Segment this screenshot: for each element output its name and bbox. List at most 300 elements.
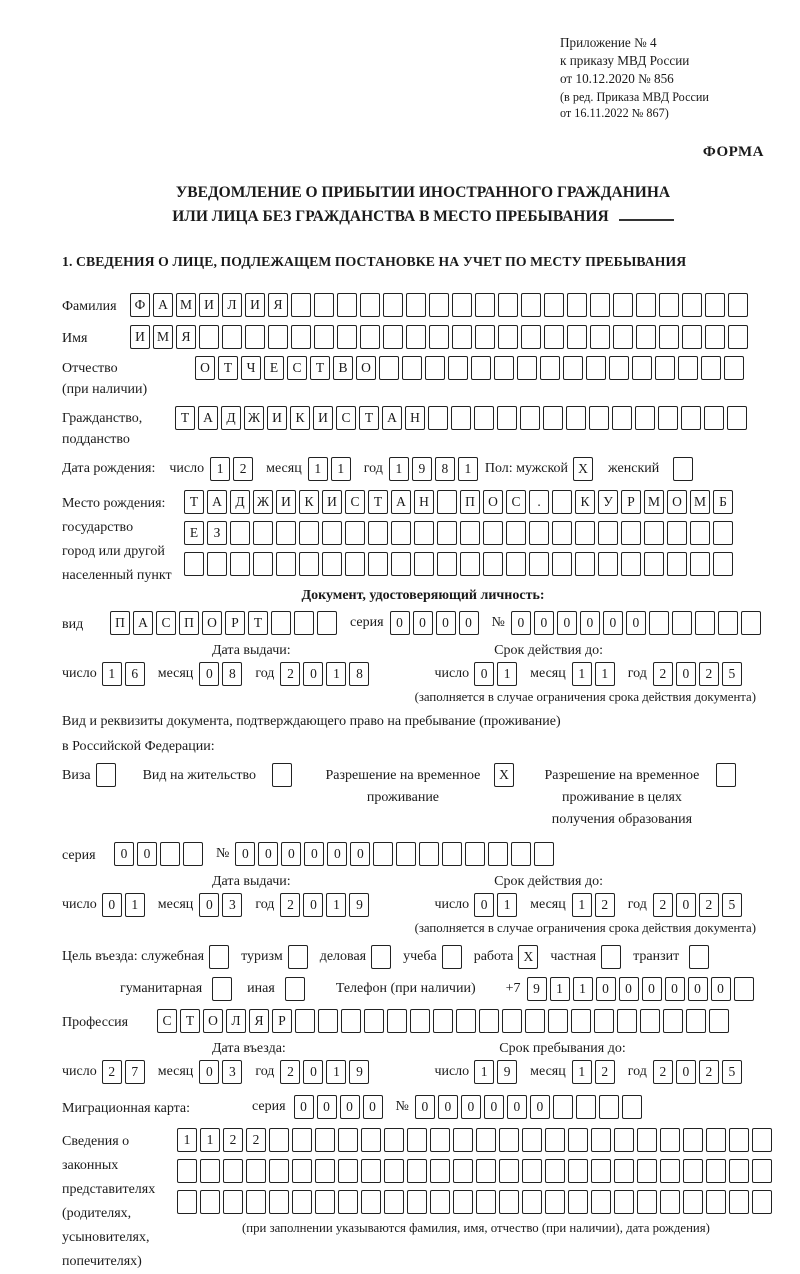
- char-box[interactable]: [525, 1009, 545, 1033]
- char-box[interactable]: 0: [438, 1095, 458, 1119]
- char-box[interactable]: 0: [114, 842, 134, 866]
- char-box[interactable]: [617, 1009, 637, 1033]
- char-box[interactable]: О: [356, 356, 376, 380]
- char-box[interactable]: [453, 1128, 473, 1152]
- char-box[interactable]: [199, 325, 219, 349]
- char-box[interactable]: [498, 325, 518, 349]
- char-box[interactable]: 1: [572, 662, 592, 686]
- char-box[interactable]: [567, 325, 587, 349]
- char-box[interactable]: 0: [711, 977, 731, 1001]
- char-box[interactable]: [460, 521, 480, 545]
- char-box[interactable]: Ф: [130, 293, 150, 317]
- char-box[interactable]: 0: [199, 1060, 219, 1084]
- char-box[interactable]: [402, 356, 422, 380]
- char-box[interactable]: Т: [180, 1009, 200, 1033]
- char-box[interactable]: [177, 1159, 197, 1183]
- char-box[interactable]: [291, 325, 311, 349]
- char-box[interactable]: 2: [653, 893, 673, 917]
- char-box[interactable]: 1: [308, 457, 328, 481]
- char-box[interactable]: [317, 611, 337, 635]
- char-box[interactable]: И: [267, 406, 287, 430]
- char-box[interactable]: [729, 1128, 749, 1152]
- char-box[interactable]: 0: [258, 842, 278, 866]
- char-box[interactable]: И: [276, 490, 296, 514]
- char-box[interactable]: [338, 1159, 358, 1183]
- char-box[interactable]: 7: [125, 1060, 145, 1084]
- char-box[interactable]: [534, 842, 554, 866]
- char-box[interactable]: Т: [248, 611, 268, 635]
- char-box[interactable]: [567, 293, 587, 317]
- char-box[interactable]: 2: [699, 893, 719, 917]
- char-box[interactable]: [406, 293, 426, 317]
- char-box[interactable]: 1: [458, 457, 478, 481]
- char-box[interactable]: 0: [137, 842, 157, 866]
- char-box[interactable]: [315, 1128, 335, 1152]
- char-box[interactable]: 2: [280, 1060, 300, 1084]
- char-box[interactable]: А: [391, 490, 411, 514]
- char-box[interactable]: [517, 356, 537, 380]
- char-box[interactable]: [502, 1009, 522, 1033]
- char-box[interactable]: [552, 552, 572, 576]
- char-box[interactable]: 0: [530, 1095, 550, 1119]
- char-box[interactable]: [460, 552, 480, 576]
- char-box[interactable]: [476, 1128, 496, 1152]
- char-box[interactable]: [552, 521, 572, 545]
- char-box[interactable]: [672, 611, 692, 635]
- char-box[interactable]: 0: [642, 977, 662, 1001]
- char-box[interactable]: [678, 356, 698, 380]
- char-box[interactable]: [437, 552, 457, 576]
- char-box[interactable]: 9: [527, 977, 547, 1001]
- char-box[interactable]: 0: [317, 1095, 337, 1119]
- char-box[interactable]: [276, 521, 296, 545]
- char-box[interactable]: 0: [303, 1060, 323, 1084]
- purpose-tourism-checkbox[interactable]: [288, 945, 308, 969]
- char-box[interactable]: [200, 1190, 220, 1214]
- char-box[interactable]: З: [207, 521, 227, 545]
- char-box[interactable]: [184, 552, 204, 576]
- char-box[interactable]: У: [598, 490, 618, 514]
- char-box[interactable]: [451, 406, 471, 430]
- char-box[interactable]: И: [245, 293, 265, 317]
- char-box[interactable]: [338, 1128, 358, 1152]
- char-box[interactable]: [612, 406, 632, 430]
- char-box[interactable]: [407, 1128, 427, 1152]
- char-box[interactable]: [529, 552, 549, 576]
- char-box[interactable]: [586, 356, 606, 380]
- char-box[interactable]: 2: [653, 662, 673, 686]
- char-box[interactable]: 0: [304, 842, 324, 866]
- char-box[interactable]: Я: [249, 1009, 269, 1033]
- char-box[interactable]: 0: [281, 842, 301, 866]
- char-box[interactable]: [522, 1128, 542, 1152]
- char-box[interactable]: [599, 1095, 619, 1119]
- char-box[interactable]: [245, 325, 265, 349]
- char-box[interactable]: [511, 842, 531, 866]
- purpose-work-checkbox[interactable]: X: [518, 945, 538, 969]
- purpose-humanitarian-checkbox[interactable]: [212, 977, 232, 1001]
- char-box[interactable]: 8: [435, 457, 455, 481]
- char-box[interactable]: [637, 1159, 657, 1183]
- char-box[interactable]: [337, 325, 357, 349]
- char-box[interactable]: 1: [326, 1060, 346, 1084]
- char-box[interactable]: Т: [368, 490, 388, 514]
- char-box[interactable]: [322, 521, 342, 545]
- char-box[interactable]: П: [110, 611, 130, 635]
- char-box[interactable]: К: [290, 406, 310, 430]
- char-box[interactable]: [655, 356, 675, 380]
- char-box[interactable]: 0: [484, 1095, 504, 1119]
- char-box[interactable]: [471, 356, 491, 380]
- char-box[interactable]: С: [287, 356, 307, 380]
- char-box[interactable]: [545, 1190, 565, 1214]
- char-box[interactable]: [292, 1190, 312, 1214]
- char-box[interactable]: 0: [413, 611, 433, 635]
- char-box[interactable]: [419, 842, 439, 866]
- char-box[interactable]: Н: [414, 490, 434, 514]
- char-box[interactable]: [553, 1095, 573, 1119]
- char-box[interactable]: 2: [102, 1060, 122, 1084]
- char-box[interactable]: [644, 552, 664, 576]
- char-box[interactable]: [315, 1190, 335, 1214]
- char-box[interactable]: .: [529, 490, 549, 514]
- char-box[interactable]: [644, 521, 664, 545]
- char-box[interactable]: [428, 406, 448, 430]
- char-box[interactable]: [705, 325, 725, 349]
- char-box[interactable]: [314, 293, 334, 317]
- char-box[interactable]: [637, 1128, 657, 1152]
- char-box[interactable]: 1: [102, 662, 122, 686]
- char-box[interactable]: [506, 521, 526, 545]
- char-box[interactable]: [475, 293, 495, 317]
- char-box[interactable]: [690, 552, 710, 576]
- char-box[interactable]: 0: [327, 842, 347, 866]
- char-box[interactable]: Ж: [253, 490, 273, 514]
- temp-residence-edu-checkbox[interactable]: [716, 763, 736, 787]
- char-box[interactable]: [636, 325, 656, 349]
- char-box[interactable]: Т: [184, 490, 204, 514]
- char-box[interactable]: А: [198, 406, 218, 430]
- char-box[interactable]: [704, 406, 724, 430]
- char-box[interactable]: [391, 521, 411, 545]
- char-box[interactable]: [706, 1190, 726, 1214]
- char-box[interactable]: [741, 611, 761, 635]
- char-box[interactable]: Р: [272, 1009, 292, 1033]
- char-box[interactable]: [360, 325, 380, 349]
- purpose-official-checkbox[interactable]: [209, 945, 229, 969]
- char-box[interactable]: Т: [359, 406, 379, 430]
- char-box[interactable]: [614, 1128, 634, 1152]
- char-box[interactable]: 0: [676, 1060, 696, 1084]
- char-box[interactable]: [456, 1009, 476, 1033]
- char-box[interactable]: [683, 1159, 703, 1183]
- char-box[interactable]: 1: [326, 662, 346, 686]
- char-box[interactable]: [414, 552, 434, 576]
- char-box[interactable]: В: [333, 356, 353, 380]
- char-box[interactable]: [318, 1009, 338, 1033]
- char-box[interactable]: [632, 356, 652, 380]
- char-box[interactable]: [292, 1128, 312, 1152]
- char-box[interactable]: Т: [310, 356, 330, 380]
- char-box[interactable]: [361, 1190, 381, 1214]
- char-box[interactable]: [571, 1009, 591, 1033]
- char-box[interactable]: 0: [294, 1095, 314, 1119]
- char-box[interactable]: [430, 1128, 450, 1152]
- char-box[interactable]: 9: [349, 893, 369, 917]
- char-box[interactable]: И: [199, 293, 219, 317]
- char-box[interactable]: [701, 356, 721, 380]
- char-box[interactable]: Е: [184, 521, 204, 545]
- char-box[interactable]: 0: [596, 977, 616, 1001]
- char-box[interactable]: [387, 1009, 407, 1033]
- char-box[interactable]: 1: [389, 457, 409, 481]
- char-box[interactable]: [373, 842, 393, 866]
- char-box[interactable]: 1: [572, 1060, 592, 1084]
- char-box[interactable]: [598, 552, 618, 576]
- char-box[interactable]: 2: [595, 893, 615, 917]
- char-box[interactable]: [718, 611, 738, 635]
- char-box[interactable]: [543, 406, 563, 430]
- char-box[interactable]: 0: [665, 977, 685, 1001]
- char-box[interactable]: 0: [603, 611, 623, 635]
- char-box[interactable]: [544, 325, 564, 349]
- char-box[interactable]: И: [130, 325, 150, 349]
- char-box[interactable]: [709, 1009, 729, 1033]
- char-box[interactable]: [521, 293, 541, 317]
- char-box[interactable]: 2: [595, 1060, 615, 1084]
- char-box[interactable]: 0: [303, 893, 323, 917]
- char-box[interactable]: [499, 1128, 519, 1152]
- char-box[interactable]: О: [195, 356, 215, 380]
- char-box[interactable]: [598, 521, 618, 545]
- char-box[interactable]: [522, 1159, 542, 1183]
- char-box[interactable]: [230, 521, 250, 545]
- char-box[interactable]: 6: [125, 662, 145, 686]
- char-box[interactable]: 5: [722, 893, 742, 917]
- char-box[interactable]: [591, 1190, 611, 1214]
- char-box[interactable]: 2: [280, 662, 300, 686]
- char-box[interactable]: М: [690, 490, 710, 514]
- char-box[interactable]: [681, 406, 701, 430]
- char-box[interactable]: [406, 325, 426, 349]
- char-box[interactable]: [429, 293, 449, 317]
- char-box[interactable]: [268, 325, 288, 349]
- char-box[interactable]: [575, 552, 595, 576]
- char-box[interactable]: [706, 1128, 726, 1152]
- char-box[interactable]: [752, 1159, 772, 1183]
- purpose-study-checkbox[interactable]: [442, 945, 462, 969]
- char-box[interactable]: И: [313, 406, 333, 430]
- char-box[interactable]: 1: [474, 1060, 494, 1084]
- char-box[interactable]: [548, 1009, 568, 1033]
- char-box[interactable]: [686, 1009, 706, 1033]
- char-box[interactable]: С: [345, 490, 365, 514]
- char-box[interactable]: 3: [222, 893, 242, 917]
- char-box[interactable]: О: [202, 611, 222, 635]
- char-box[interactable]: [658, 406, 678, 430]
- char-box[interactable]: [183, 842, 203, 866]
- char-box[interactable]: [591, 1159, 611, 1183]
- char-box[interactable]: [568, 1159, 588, 1183]
- char-box[interactable]: [433, 1009, 453, 1033]
- char-box[interactable]: 1: [331, 457, 351, 481]
- char-box[interactable]: 2: [233, 457, 253, 481]
- char-box[interactable]: [568, 1190, 588, 1214]
- char-box[interactable]: [476, 1159, 496, 1183]
- char-box[interactable]: [497, 406, 517, 430]
- char-box[interactable]: 0: [676, 662, 696, 686]
- char-box[interactable]: С: [336, 406, 356, 430]
- char-box[interactable]: [621, 521, 641, 545]
- char-box[interactable]: [663, 1009, 683, 1033]
- char-box[interactable]: [453, 1190, 473, 1214]
- char-box[interactable]: [498, 293, 518, 317]
- char-box[interactable]: [690, 521, 710, 545]
- char-box[interactable]: [637, 1190, 657, 1214]
- char-box[interactable]: [200, 1159, 220, 1183]
- char-box[interactable]: 0: [557, 611, 577, 635]
- char-box[interactable]: [568, 1128, 588, 1152]
- char-box[interactable]: М: [153, 325, 173, 349]
- char-box[interactable]: 1: [326, 893, 346, 917]
- char-box[interactable]: [337, 293, 357, 317]
- char-box[interactable]: Л: [226, 1009, 246, 1033]
- char-box[interactable]: [442, 842, 462, 866]
- char-box[interactable]: 1: [200, 1128, 220, 1152]
- char-box[interactable]: [682, 293, 702, 317]
- char-box[interactable]: [269, 1159, 289, 1183]
- char-box[interactable]: Е: [264, 356, 284, 380]
- char-box[interactable]: [314, 325, 334, 349]
- char-box[interactable]: 1: [497, 662, 517, 686]
- char-box[interactable]: [291, 293, 311, 317]
- purpose-other-checkbox[interactable]: [285, 977, 305, 1001]
- char-box[interactable]: 0: [340, 1095, 360, 1119]
- char-box[interactable]: 0: [102, 893, 122, 917]
- char-box[interactable]: [396, 842, 416, 866]
- char-box[interactable]: [269, 1128, 289, 1152]
- char-box[interactable]: [364, 1009, 384, 1033]
- char-box[interactable]: [683, 1128, 703, 1152]
- char-box[interactable]: [483, 521, 503, 545]
- char-box[interactable]: [368, 552, 388, 576]
- char-box[interactable]: [479, 1009, 499, 1033]
- char-box[interactable]: [729, 1159, 749, 1183]
- char-box[interactable]: [613, 325, 633, 349]
- char-box[interactable]: [271, 611, 291, 635]
- char-box[interactable]: [391, 552, 411, 576]
- char-box[interactable]: [529, 521, 549, 545]
- char-box[interactable]: [430, 1190, 450, 1214]
- char-box[interactable]: [667, 552, 687, 576]
- char-box[interactable]: [729, 1190, 749, 1214]
- char-box[interactable]: [727, 406, 747, 430]
- char-box[interactable]: 5: [722, 662, 742, 686]
- char-box[interactable]: О: [667, 490, 687, 514]
- char-box[interactable]: [448, 356, 468, 380]
- char-box[interactable]: [590, 293, 610, 317]
- char-box[interactable]: [682, 325, 702, 349]
- char-box[interactable]: 2: [223, 1128, 243, 1152]
- char-box[interactable]: 0: [415, 1095, 435, 1119]
- char-box[interactable]: 0: [507, 1095, 527, 1119]
- char-box[interactable]: М: [176, 293, 196, 317]
- char-box[interactable]: [246, 1159, 266, 1183]
- char-box[interactable]: [706, 1159, 726, 1183]
- char-box[interactable]: [294, 611, 314, 635]
- char-box[interactable]: К: [299, 490, 319, 514]
- char-box[interactable]: [649, 611, 669, 635]
- char-box[interactable]: 9: [497, 1060, 517, 1084]
- char-box[interactable]: [322, 552, 342, 576]
- char-box[interactable]: [545, 1128, 565, 1152]
- char-box[interactable]: Д: [230, 490, 250, 514]
- char-box[interactable]: [522, 1190, 542, 1214]
- residence-permit-checkbox[interactable]: [272, 763, 292, 787]
- char-box[interactable]: 0: [511, 611, 531, 635]
- char-box[interactable]: [622, 1095, 642, 1119]
- sex-male-checkbox[interactable]: X: [573, 457, 593, 481]
- char-box[interactable]: Я: [176, 325, 196, 349]
- char-box[interactable]: [425, 356, 445, 380]
- char-box[interactable]: [728, 325, 748, 349]
- char-box[interactable]: 1: [497, 893, 517, 917]
- purpose-transit-checkbox[interactable]: [689, 945, 709, 969]
- char-box[interactable]: [452, 293, 472, 317]
- char-box[interactable]: С: [506, 490, 526, 514]
- char-box[interactable]: [345, 521, 365, 545]
- char-box[interactable]: 0: [436, 611, 456, 635]
- char-box[interactable]: 1: [550, 977, 570, 1001]
- char-box[interactable]: [613, 293, 633, 317]
- char-box[interactable]: [520, 406, 540, 430]
- char-box[interactable]: [506, 552, 526, 576]
- char-box[interactable]: [540, 356, 560, 380]
- char-box[interactable]: К: [575, 490, 595, 514]
- char-box[interactable]: [521, 325, 541, 349]
- char-box[interactable]: [379, 356, 399, 380]
- char-box[interactable]: А: [133, 611, 153, 635]
- char-box[interactable]: [437, 521, 457, 545]
- char-box[interactable]: 1: [210, 457, 230, 481]
- char-box[interactable]: [368, 521, 388, 545]
- char-box[interactable]: [728, 293, 748, 317]
- char-box[interactable]: [269, 1190, 289, 1214]
- char-box[interactable]: [752, 1128, 772, 1152]
- char-box[interactable]: 0: [199, 893, 219, 917]
- char-box[interactable]: 0: [474, 662, 494, 686]
- char-box[interactable]: [474, 406, 494, 430]
- purpose-private-checkbox[interactable]: [601, 945, 621, 969]
- char-box[interactable]: 2: [280, 893, 300, 917]
- char-box[interactable]: [575, 521, 595, 545]
- char-box[interactable]: И: [322, 490, 342, 514]
- char-box[interactable]: [683, 1190, 703, 1214]
- char-box[interactable]: [223, 1190, 243, 1214]
- char-box[interactable]: [410, 1009, 430, 1033]
- char-box[interactable]: Л: [222, 293, 242, 317]
- char-box[interactable]: [713, 552, 733, 576]
- char-box[interactable]: 2: [246, 1128, 266, 1152]
- char-box[interactable]: Д: [221, 406, 241, 430]
- char-box[interactable]: [752, 1190, 772, 1214]
- char-box[interactable]: [476, 1190, 496, 1214]
- char-box[interactable]: 1: [125, 893, 145, 917]
- char-box[interactable]: 0: [619, 977, 639, 1001]
- char-box[interactable]: [453, 1159, 473, 1183]
- char-box[interactable]: М: [644, 490, 664, 514]
- char-box[interactable]: [591, 1128, 611, 1152]
